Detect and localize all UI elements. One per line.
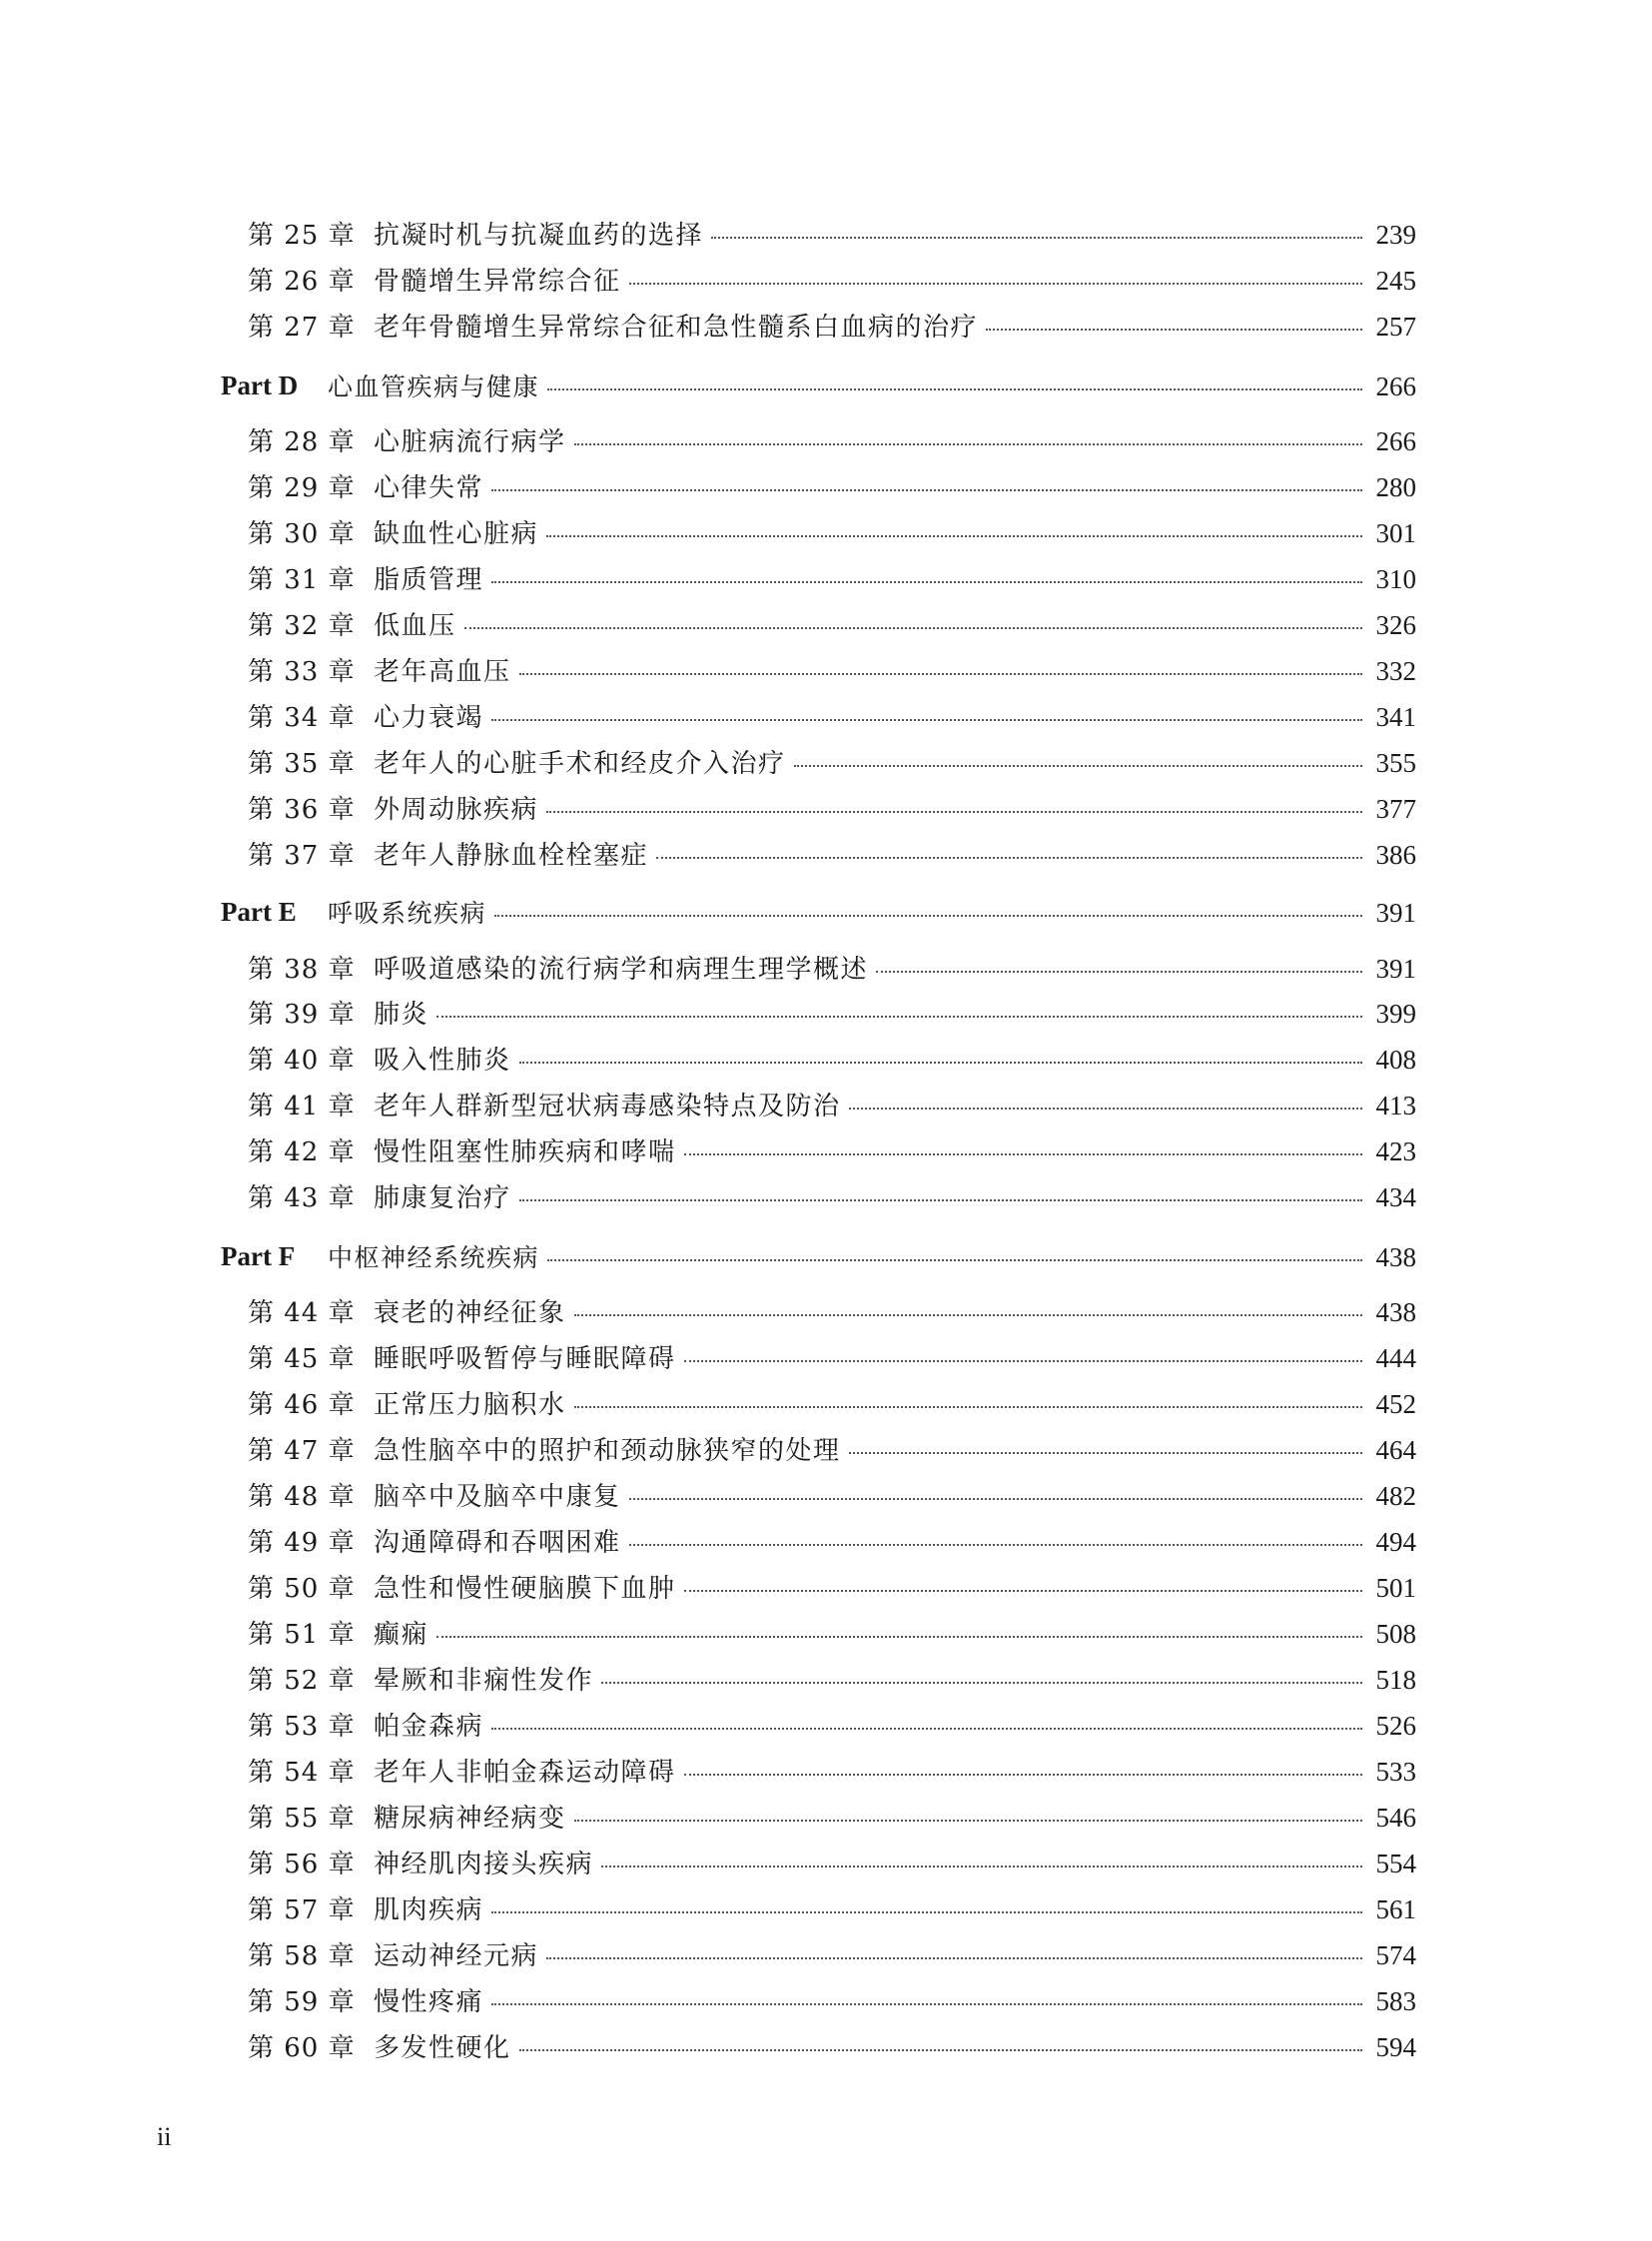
chapter-title: 晕厥和非痫性发作: [374, 1665, 594, 1696]
chapter-title: 糖尿病神经病变: [374, 1803, 566, 1834]
chapter-number: 第 58 章: [248, 1940, 356, 1971]
toc-chapter-row[interactable]: [0, 1472, 1652, 1516]
page-number: 574: [1375, 1939, 1416, 1970]
chapter-title: 神经肌肉接头疾病: [374, 1849, 594, 1879]
toc-chapter-row[interactable]: [0, 601, 1652, 645]
page-number: 341: [1375, 701, 1416, 732]
page-number: 518: [1375, 1664, 1416, 1695]
toc-chapter-row[interactable]: [0, 1610, 1652, 1654]
page-number: 438: [1375, 1296, 1416, 1327]
toc-entry: [374, 1568, 1416, 1605]
chapter-title: 外周动脉疾病: [374, 794, 539, 825]
dot-leader: [491, 2003, 1362, 2005]
toc-chapter-row[interactable]: [0, 1564, 1652, 1608]
chapter-title: 多发性硬化: [374, 2032, 511, 2063]
chapter-number: 第 41 章: [248, 1091, 356, 1121]
dot-leader: [711, 237, 1362, 239]
toc-entry: [374, 1040, 1416, 1077]
dot-leader: [684, 1360, 1362, 1362]
toc-entry: [374, 1292, 1416, 1329]
toc-chapter-row[interactable]: [0, 1127, 1652, 1171]
toc-chapter-row[interactable]: [0, 463, 1652, 507]
toc-chapter-row[interactable]: [0, 1977, 1652, 2021]
page-number: 482: [1375, 1480, 1416, 1511]
dot-leader: [601, 1682, 1362, 1684]
dot-leader: [494, 915, 1362, 917]
chapter-title: 呼吸道感染的流行病学和病理生理学概述: [374, 954, 869, 985]
page-number: 594: [1375, 2031, 1416, 2062]
chapter-title: 心力衰竭: [374, 702, 484, 733]
chapter-number: 第 57 章: [248, 1894, 356, 1925]
dot-leader: [491, 489, 1362, 491]
chapter-title: 老年高血压: [374, 656, 511, 687]
chapter-number: 第 35 章: [248, 748, 356, 779]
chapter-number: 第 52 章: [248, 1665, 356, 1696]
page-number: 526: [1375, 1710, 1416, 1741]
toc-entry: [374, 1086, 1416, 1122]
chapter-title: 衰老的神经征象: [374, 1297, 566, 1328]
toc-entry: [374, 1338, 1416, 1375]
chapter-number: 第 30 章: [248, 518, 356, 549]
chapter-title: 睡眠呼吸暂停与睡眠障碍: [374, 1343, 676, 1374]
toc-entry: [374, 559, 1416, 596]
page-number: 533: [1375, 1756, 1416, 1787]
page-number: 399: [1375, 998, 1416, 1029]
chapter-number: 第 37 章: [248, 840, 356, 871]
chapter-title: 心律失常: [374, 472, 484, 503]
chapter-number: 第 44 章: [248, 1297, 356, 1328]
dot-leader: [519, 1199, 1362, 1201]
page-number: 266: [1375, 372, 1416, 401]
chapter-number: 第 33 章: [248, 656, 356, 687]
toc-entry: [374, 651, 1416, 688]
toc-chapter-row[interactable]: [0, 831, 1652, 875]
toc-entry: [374, 1889, 1416, 1926]
page-number: 332: [1375, 655, 1416, 686]
dot-leader: [436, 1016, 1362, 1018]
toc-chapter-row[interactable]: [0, 945, 1652, 989]
toc-entry: [328, 1238, 1416, 1274]
chapter-title: 老年人静脉血栓栓塞症: [374, 840, 649, 871]
toc-chapter-row[interactable]: [0, 1885, 1652, 1929]
dot-leader: [436, 1636, 1362, 1638]
chapter-number: 第 28 章: [248, 426, 356, 457]
toc-entry: [374, 789, 1416, 826]
chapter-title: 肺康复治疗: [374, 1182, 511, 1213]
part-title: 中枢神经系统疾病: [328, 1243, 540, 1272]
chapter-number: 第 25 章: [248, 220, 356, 251]
dot-leader: [601, 1866, 1362, 1868]
chapter-number: 第 40 章: [248, 1045, 356, 1076]
dot-leader: [574, 1820, 1362, 1822]
dot-leader: [547, 388, 1362, 390]
chapter-title: 缺血性心脏病: [374, 518, 539, 549]
toc-chapter-row[interactable]: [0, 555, 1652, 599]
page-number: 434: [1375, 1181, 1416, 1212]
dot-leader: [464, 627, 1362, 629]
chapter-title: 老年人非帕金森运动障碍: [374, 1757, 676, 1788]
chapter-number: 第 56 章: [248, 1849, 356, 1879]
dot-leader: [519, 2049, 1362, 2051]
dot-leader: [574, 1314, 1362, 1316]
dot-leader: [491, 581, 1362, 583]
dot-leader: [491, 719, 1362, 721]
toc-entry: [374, 1706, 1416, 1743]
chapter-title: 癫痫: [374, 1619, 429, 1650]
page-number: 386: [1375, 839, 1416, 870]
part-title: 呼吸系统疾病: [328, 899, 487, 928]
dot-leader: [546, 811, 1362, 813]
part-number: Part E: [221, 896, 297, 927]
toc-chapter-row[interactable]: [0, 990, 1652, 1034]
chapter-number: 第 32 章: [248, 610, 356, 641]
page-number: 326: [1375, 609, 1416, 640]
toc-chapter-row[interactable]: [0, 509, 1652, 553]
page-number: 355: [1375, 747, 1416, 778]
page-number: 438: [1375, 1242, 1416, 1272]
chapter-number: 第 43 章: [248, 1182, 356, 1213]
dot-leader: [574, 443, 1362, 445]
toc-entry: [374, 1798, 1416, 1835]
toc-chapter-row[interactable]: [0, 1794, 1652, 1838]
toc-entry: [374, 1844, 1416, 1880]
chapter-title: 帕金森病: [374, 1711, 484, 1742]
chapter-title: 肺炎: [374, 999, 429, 1030]
toc-chapter-row[interactable]: [0, 1334, 1652, 1378]
chapter-number: 第 42 章: [248, 1136, 356, 1167]
toc-entry: [374, 1476, 1416, 1513]
toc-entry: [374, 261, 1416, 298]
page-number: 310: [1375, 563, 1416, 594]
toc-chapter-row[interactable]: [0, 647, 1652, 691]
chapter-number: 第 46 章: [248, 1389, 356, 1420]
toc-chapter-row[interactable]: [0, 417, 1652, 461]
dot-leader: [629, 1544, 1362, 1546]
chapter-number: 第 29 章: [248, 472, 356, 503]
chapter-title: 脂质管理: [374, 564, 484, 595]
chapter-title: 急性脑卒中的照护和颈动脉狭窄的处理: [374, 1435, 841, 1466]
page-folio: ii: [157, 2122, 172, 2151]
chapter-title: 沟通障碍和吞咽困难: [374, 1527, 621, 1558]
dot-leader: [519, 1062, 1362, 1064]
page-number: 554: [1375, 1848, 1416, 1878]
chapter-number: 第 49 章: [248, 1527, 356, 1558]
chapter-title: 脑卒中及脑卒中康复: [374, 1481, 621, 1512]
page-number: 245: [1375, 265, 1416, 296]
chapter-number: 第 31 章: [248, 564, 356, 595]
page-number: 464: [1375, 1434, 1416, 1465]
dot-leader: [574, 1406, 1362, 1408]
part-number: Part F: [221, 1240, 296, 1271]
toc-entry: [374, 994, 1416, 1031]
toc-part-row[interactable]: [0, 890, 1652, 934]
toc-chapter-row[interactable]: [0, 1288, 1652, 1332]
toc-chapter-row[interactable]: [0, 1082, 1652, 1125]
toc-entry: [374, 2027, 1416, 2064]
chapter-number: 第 48 章: [248, 1481, 356, 1512]
toc-entry: [328, 894, 1416, 930]
dot-leader: [656, 857, 1362, 859]
toc-part-row[interactable]: [0, 364, 1652, 407]
page-number: 301: [1375, 517, 1416, 548]
toc-chapter-row[interactable]: [0, 1656, 1652, 1700]
page-number: 508: [1375, 1618, 1416, 1649]
dot-leader: [849, 1108, 1362, 1110]
toc-entry: [374, 743, 1416, 780]
page-number: 501: [1375, 1572, 1416, 1603]
toc-entry: [374, 1131, 1416, 1168]
dot-leader: [547, 1259, 1362, 1261]
toc-chapter-row[interactable]: [0, 2023, 1652, 2067]
page-number: 239: [1375, 219, 1416, 250]
toc-chapter-row[interactable]: [0, 1380, 1652, 1424]
chapter-title: 骨髓增生异常综合征: [374, 266, 621, 297]
chapter-title: 急性和慢性硬脑膜下血肿: [374, 1573, 676, 1604]
dot-leader: [491, 1728, 1362, 1730]
part-number: Part D: [221, 370, 299, 400]
chapter-title: 老年人群新型冠状病毒感染特点及防治: [374, 1091, 841, 1121]
chapter-title: 老年骨髓增生异常综合征和急性髓系白血病的治疗: [374, 312, 979, 343]
chapter-title: 低血压: [374, 610, 456, 641]
part-title: 心血管疾病与健康: [328, 373, 540, 401]
toc-entry: [374, 835, 1416, 872]
toc-chapter-row[interactable]: [0, 785, 1652, 829]
page-number: 391: [1375, 898, 1416, 928]
page-number: 391: [1375, 953, 1416, 984]
dot-leader: [876, 971, 1362, 973]
chapter-number: 第 60 章: [248, 2032, 356, 2063]
chapter-number: 第 45 章: [248, 1343, 356, 1374]
chapter-number: 第 38 章: [248, 954, 356, 985]
dot-leader: [629, 1498, 1362, 1500]
chapter-title: 肌肉疾病: [374, 1894, 484, 1925]
chapter-number: 第 27 章: [248, 312, 356, 343]
chapter-number: 第 26 章: [248, 266, 356, 297]
chapter-number: 第 34 章: [248, 702, 356, 733]
dot-leader: [546, 535, 1362, 537]
page-number: 494: [1375, 1526, 1416, 1557]
chapter-number: 第 50 章: [248, 1573, 356, 1604]
toc-entry: [374, 697, 1416, 734]
chapter-title: 运动神经元病: [374, 1940, 539, 1971]
toc-entry: [374, 467, 1416, 504]
toc-chapter-row[interactable]: [0, 257, 1652, 301]
page-number: 423: [1375, 1135, 1416, 1166]
page-number: 257: [1375, 311, 1416, 342]
toc-entry: [374, 1384, 1416, 1421]
page-number: 452: [1375, 1388, 1416, 1419]
toc-chapter-row[interactable]: [0, 1036, 1652, 1080]
toc-entry: [374, 1935, 1416, 1972]
toc-entry: [374, 421, 1416, 458]
toc-entry: [328, 368, 1416, 403]
page-number: 444: [1375, 1342, 1416, 1373]
chapter-number: 第 51 章: [248, 1619, 356, 1650]
toc-entry: [374, 1981, 1416, 2018]
dot-leader: [684, 1153, 1362, 1155]
toc-chapter-row[interactable]: [0, 303, 1652, 347]
toc-chapter-row[interactable]: [0, 739, 1652, 783]
chapter-number: 第 36 章: [248, 794, 356, 825]
chapter-title: 心脏病流行病学: [374, 426, 566, 457]
page-number: 583: [1375, 1985, 1416, 2016]
chapter-title: 慢性阻塞性肺疾病和哮喘: [374, 1136, 676, 1167]
dot-leader: [629, 283, 1362, 285]
toc-entry: [374, 1522, 1416, 1559]
chapter-number: 第 53 章: [248, 1711, 356, 1742]
toc-entry: [374, 1177, 1416, 1214]
page-number: 561: [1375, 1893, 1416, 1924]
chapter-number: 第 39 章: [248, 999, 356, 1030]
toc-entry: [374, 1660, 1416, 1697]
toc-entry: [374, 513, 1416, 550]
page-number: 280: [1375, 471, 1416, 502]
dot-leader: [986, 329, 1362, 331]
chapter-title: 抗凝时机与抗凝血药的选择: [374, 220, 704, 251]
toc-chapter-row[interactable]: [0, 211, 1652, 255]
page-number: 266: [1375, 425, 1416, 456]
chapter-title: 慢性疼痛: [374, 1986, 484, 2017]
chapter-title: 吸入性肺炎: [374, 1045, 511, 1076]
chapter-number: 第 47 章: [248, 1435, 356, 1466]
dot-leader: [491, 1911, 1362, 1913]
toc-chapter-row[interactable]: [0, 1702, 1652, 1746]
dot-leader: [546, 1957, 1362, 1959]
toc-entry: [374, 1430, 1416, 1467]
chapter-number: 第 54 章: [248, 1757, 356, 1788]
chapter-title: 正常压力脑积水: [374, 1389, 566, 1420]
dot-leader: [794, 765, 1362, 767]
toc-chapter-row[interactable]: [0, 1748, 1652, 1792]
toc-chapter-row[interactable]: [0, 1931, 1652, 1975]
page-number: 413: [1375, 1090, 1416, 1120]
toc-entry: [374, 215, 1416, 252]
dot-leader: [849, 1452, 1362, 1454]
page-number: 377: [1375, 793, 1416, 824]
dot-leader: [684, 1774, 1362, 1776]
toc-entry: [374, 949, 1416, 986]
toc-chapter-row[interactable]: [0, 693, 1652, 737]
toc-chapter-row[interactable]: [0, 1840, 1652, 1883]
toc-chapter-row[interactable]: [0, 1426, 1652, 1470]
toc-entry: [374, 605, 1416, 642]
toc-chapter-row[interactable]: [0, 1518, 1652, 1562]
dot-leader: [519, 673, 1362, 675]
toc-chapter-row[interactable]: [0, 1173, 1652, 1217]
toc-entry: [374, 1614, 1416, 1651]
toc-entry: [374, 307, 1416, 344]
page-number: 408: [1375, 1044, 1416, 1075]
chapter-number: 第 55 章: [248, 1803, 356, 1834]
page-number: 546: [1375, 1802, 1416, 1833]
chapter-number: 第 59 章: [248, 1986, 356, 2017]
toc-part-row[interactable]: [0, 1234, 1652, 1278]
dot-leader: [684, 1590, 1362, 1592]
toc-entry: [374, 1752, 1416, 1789]
chapter-title: 老年人的心脏手术和经皮介入治疗: [374, 748, 786, 779]
